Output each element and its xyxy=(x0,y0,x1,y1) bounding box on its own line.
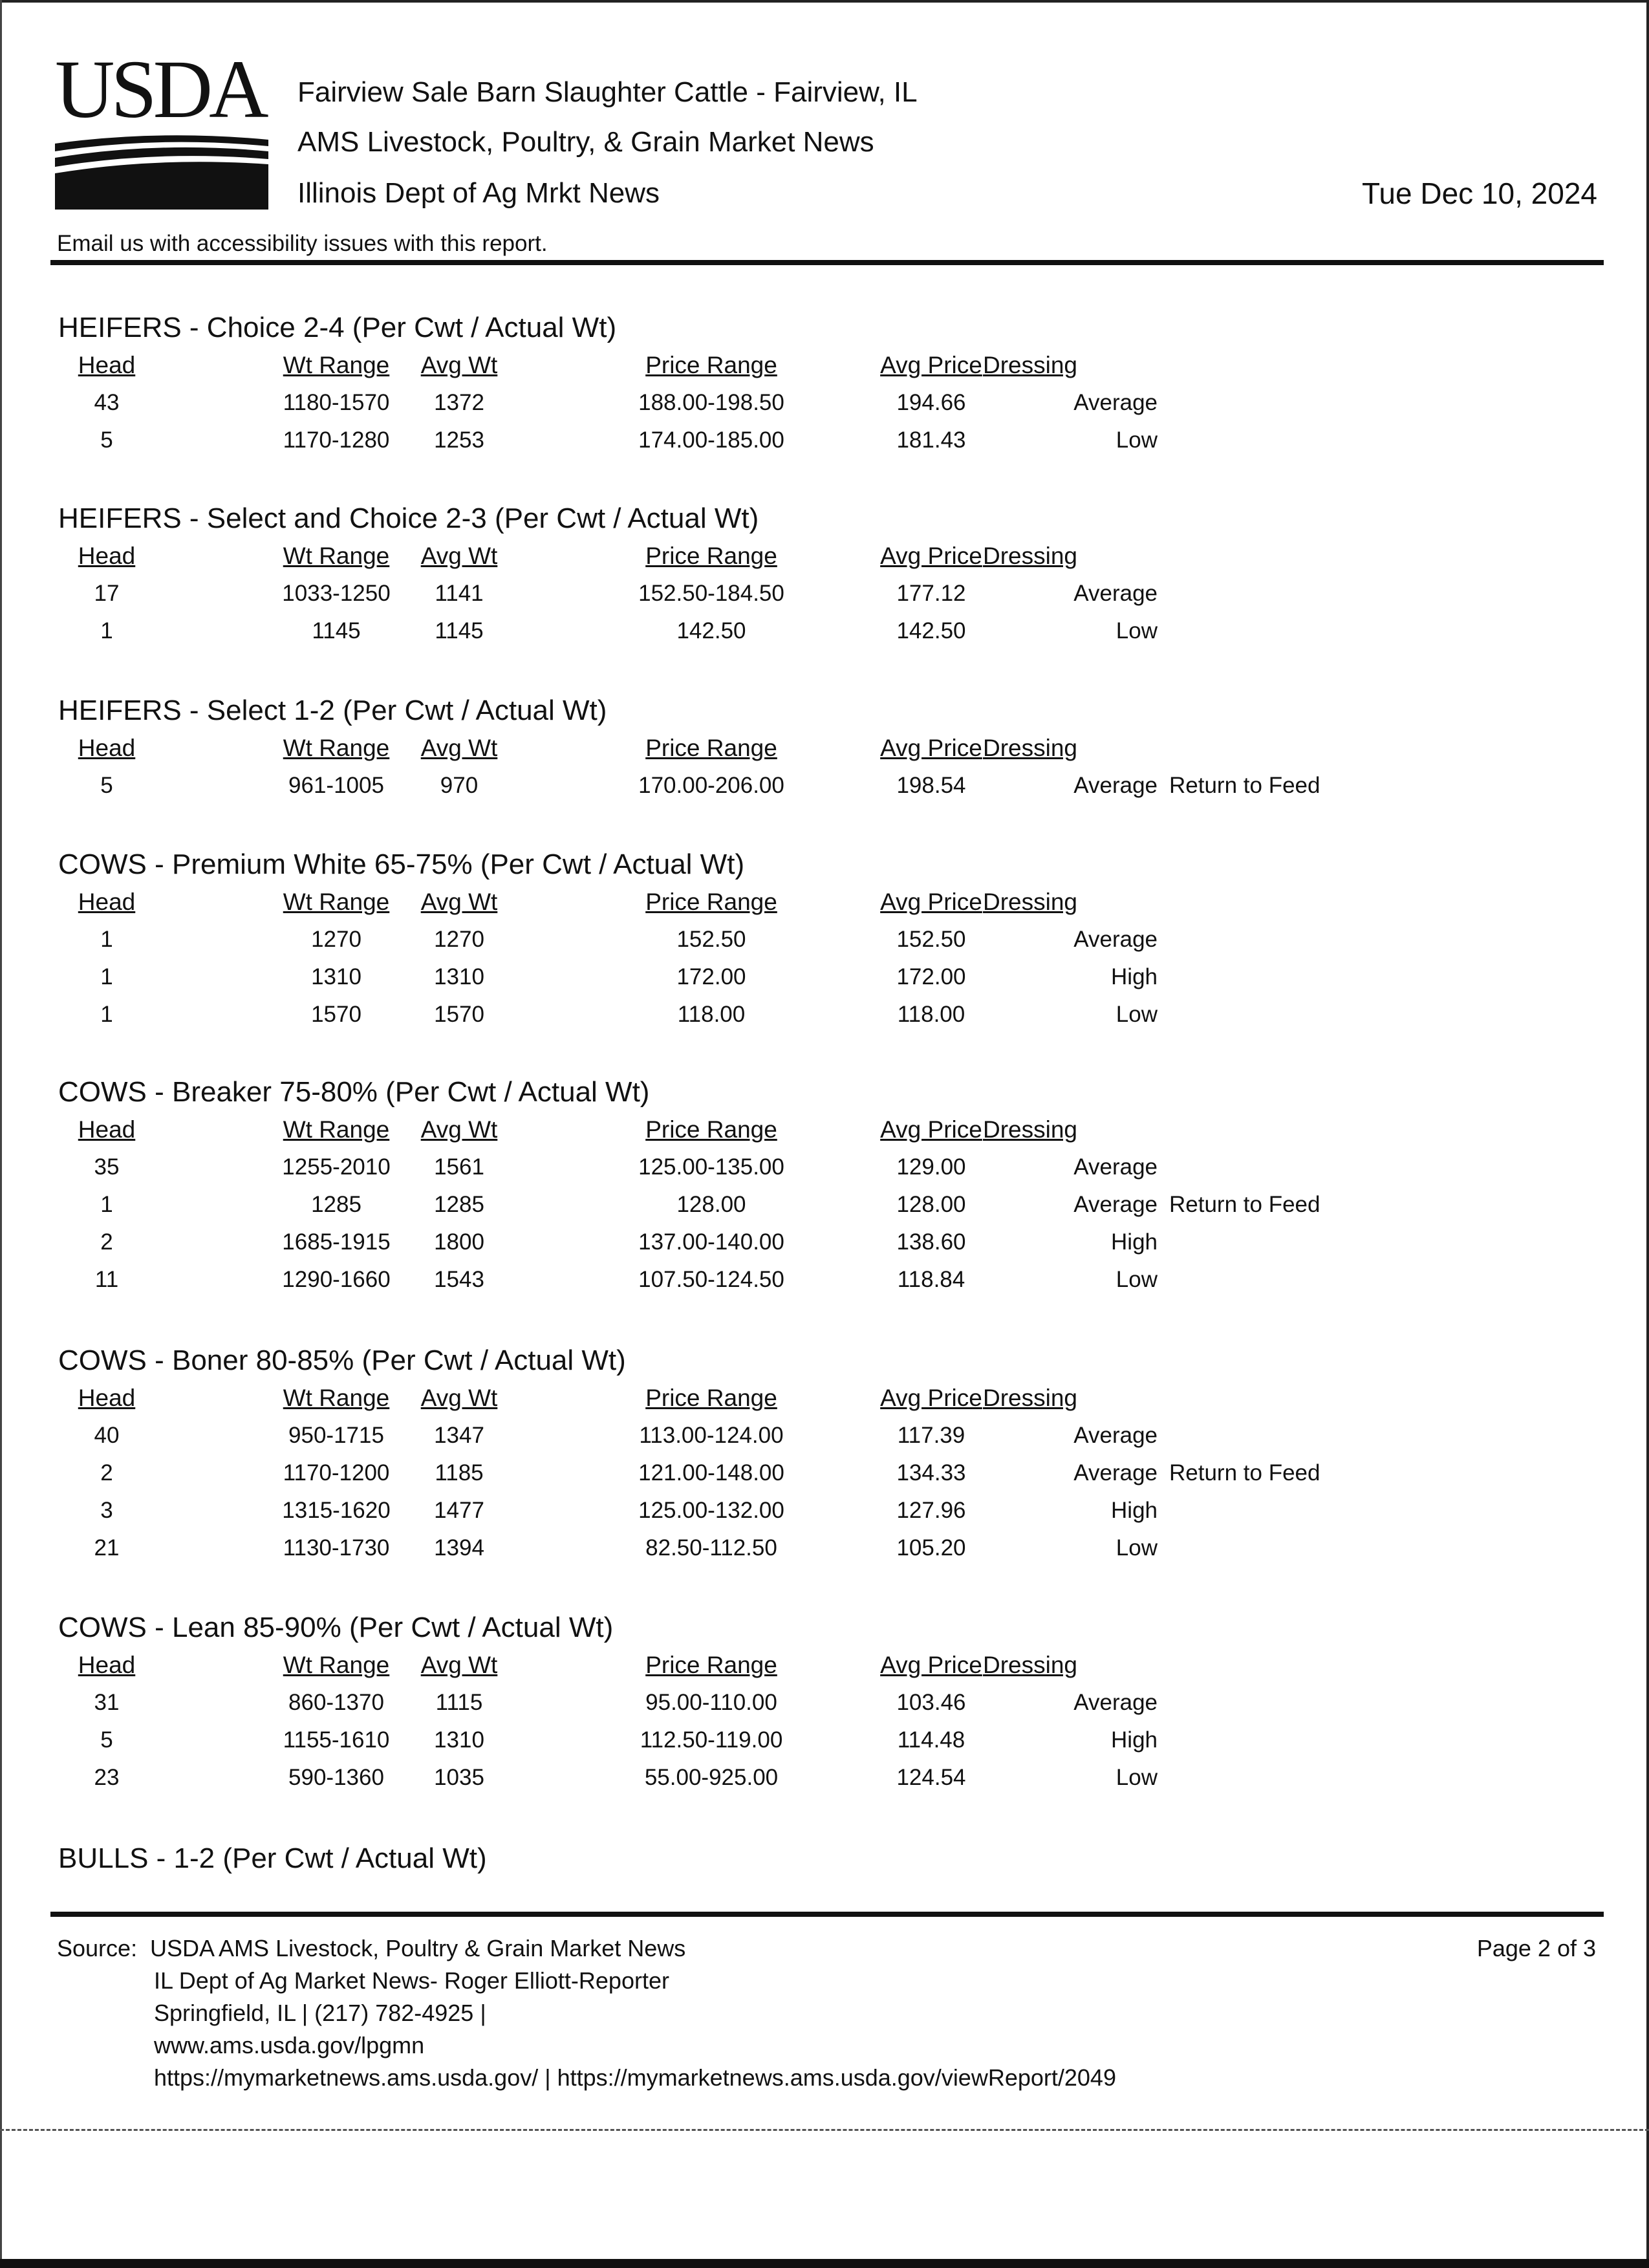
column-header-avg-price: Avg Price xyxy=(880,543,982,569)
column-header-row xyxy=(58,1111,1352,1149)
cell-note: Return to Feed xyxy=(1169,1460,1320,1485)
cell-wt-range: 860-1370 xyxy=(288,1690,384,1715)
cell-wt-range: 1685-1915 xyxy=(282,1229,391,1255)
table-row xyxy=(58,1454,1352,1492)
cell-avg-price: 117.39 xyxy=(897,1423,965,1448)
section-title: COWS - Breaker 75-80% (Per Cwt / Actual Wt) xyxy=(58,1076,650,1108)
column-header-head: Head xyxy=(78,1652,136,1678)
cell-avg-wt: 1141 xyxy=(435,581,484,606)
table-row xyxy=(58,384,1352,422)
cell-wt-range: 950-1715 xyxy=(288,1423,384,1448)
cell-wt-range: 1130-1730 xyxy=(283,1535,390,1561)
cell-wt-range: 1255-2010 xyxy=(282,1154,391,1180)
cell-price-range: 142.50 xyxy=(676,618,746,643)
table-row xyxy=(58,958,1352,996)
cell-price-range: 174.00-185.00 xyxy=(638,427,784,453)
source-label: Source: xyxy=(57,1935,138,1961)
column-header-avg-wt: Avg Wt xyxy=(420,1652,498,1678)
column-header-head: Head xyxy=(78,352,136,378)
department-name: Illinois Dept of Ag Mrkt News xyxy=(297,177,660,209)
cell-price-range: 128.00 xyxy=(676,1192,746,1217)
table-row xyxy=(58,575,1352,612)
cell-head: 1 xyxy=(100,927,113,952)
column-header-price-range: Price Range xyxy=(645,1385,777,1411)
scan-edge-left xyxy=(0,0,2,2268)
section-title: COWS - Premium White 65-75% (Per Cwt / Actual Wt) xyxy=(58,848,745,880)
cell-avg-price: 181.43 xyxy=(896,427,966,453)
column-header-dressing: Dressing xyxy=(983,735,1077,761)
cell-head: 17 xyxy=(94,581,120,606)
footer-divider xyxy=(50,1912,1604,1917)
cell-wt-range: 1285 xyxy=(311,1192,361,1217)
cell-wt-range: 1315-1620 xyxy=(282,1498,391,1523)
column-header-avg-wt: Avg Wt xyxy=(420,1116,498,1143)
cell-wt-range: 1170-1280 xyxy=(283,427,390,453)
column-header-head: Head xyxy=(78,543,136,569)
cell-avg-price: 142.50 xyxy=(896,618,966,643)
column-header-head: Head xyxy=(78,1116,136,1143)
cell-dressing: Average xyxy=(1073,1690,1158,1715)
cell-dressing: Average xyxy=(1073,581,1158,606)
cell-avg-wt: 1185 xyxy=(435,1460,484,1485)
cell-wt-range: 1180-1570 xyxy=(283,390,390,415)
cell-avg-wt: 1035 xyxy=(434,1765,484,1790)
column-header-dressing: Dressing xyxy=(983,1652,1077,1678)
cell-avg-price: 134.33 xyxy=(896,1460,966,1485)
scan-edge-top xyxy=(0,0,1649,3)
cell-wt-range: 1570 xyxy=(311,1002,361,1027)
section-3 xyxy=(58,846,1352,1033)
cell-price-range: 152.50 xyxy=(676,927,746,952)
cell-avg-wt: 1310 xyxy=(434,1727,484,1753)
cell-head: 11 xyxy=(94,1267,119,1292)
table-row xyxy=(58,612,1352,650)
column-header-wt-range: Wt Range xyxy=(283,735,390,761)
scan-dashed-line xyxy=(0,2129,1649,2131)
table-row xyxy=(58,996,1352,1033)
cell-avg-price: 152.50 xyxy=(896,927,966,952)
accessibility-email-link[interactable]: Email us with accessibility issues with this report. xyxy=(57,231,548,256)
cell-price-range: 112.50-119.00 xyxy=(640,1727,783,1753)
column-header-avg-price: Avg Price xyxy=(880,735,982,761)
source-line-1: USDA AMS Livestock, Poultry & Grain Market News xyxy=(150,1935,686,1961)
cell-price-range: 95.00-110.00 xyxy=(645,1690,777,1715)
section-2 xyxy=(58,692,1352,805)
table-row xyxy=(58,1684,1352,1722)
column-header-price-range: Price Range xyxy=(645,889,777,915)
cell-avg-price: 103.46 xyxy=(896,1690,966,1715)
cell-wt-range: 1033-1250 xyxy=(282,581,391,606)
table-row xyxy=(58,1261,1352,1299)
column-header-dressing: Dressing xyxy=(983,352,1077,378)
cell-head: 21 xyxy=(94,1535,120,1561)
column-header-avg-price: Avg Price xyxy=(880,889,982,915)
column-header-head: Head xyxy=(78,1385,136,1411)
column-header-dressing: Dressing xyxy=(983,543,1077,569)
cell-head: 31 xyxy=(94,1690,120,1715)
section-5 xyxy=(58,1342,1352,1567)
column-header-avg-wt: Avg Wt xyxy=(420,543,498,569)
column-header-row xyxy=(58,883,1352,921)
cell-price-range: 152.50-184.50 xyxy=(638,581,784,606)
cell-head: 5 xyxy=(100,1727,113,1753)
cell-avg-wt: 1253 xyxy=(434,427,484,453)
cell-dressing: Low xyxy=(1116,618,1158,643)
cell-avg-price: 105.20 xyxy=(896,1535,966,1561)
cell-wt-range: 961-1005 xyxy=(288,773,384,798)
table-row xyxy=(58,1186,1352,1224)
table-row xyxy=(58,1417,1352,1454)
usda-logo-swoosh-icon xyxy=(55,132,268,210)
column-header-avg-price: Avg Price xyxy=(880,1116,982,1143)
column-header-dressing: Dressing xyxy=(983,1116,1077,1143)
cell-note: Return to Feed xyxy=(1169,773,1320,798)
column-header-wt-range: Wt Range xyxy=(283,1652,390,1678)
cell-dressing: High xyxy=(1111,1727,1158,1753)
cell-price-range: 125.00-132.00 xyxy=(638,1498,784,1523)
column-header-wt-range: Wt Range xyxy=(283,889,390,915)
column-header-head: Head xyxy=(78,735,136,761)
cell-price-range: 170.00-206.00 xyxy=(638,773,784,798)
cell-dressing: Average xyxy=(1073,773,1158,798)
column-header-avg-wt: Avg Wt xyxy=(420,1385,498,1411)
cell-avg-wt: 1394 xyxy=(434,1535,484,1561)
cell-head: 5 xyxy=(100,427,113,453)
column-header-price-range: Price Range xyxy=(645,352,777,378)
source-line-5-links[interactable]: https://mymarketnews.ams.usda.gov/ | https://mymarketnews.ams.usda.gov/viewReport/2049 xyxy=(154,2064,1116,2091)
section-6 xyxy=(58,1609,1352,1797)
table-row xyxy=(58,1529,1352,1567)
cell-price-range: 172.00 xyxy=(676,964,746,989)
cell-price-range: 82.50-112.50 xyxy=(645,1535,777,1561)
table-row xyxy=(58,1149,1352,1186)
cell-avg-wt: 1372 xyxy=(434,390,484,415)
cell-avg-price: 198.54 xyxy=(896,773,966,798)
cell-dressing: Average xyxy=(1073,1154,1158,1180)
column-header-wt-range: Wt Range xyxy=(283,543,390,569)
cell-head: 1 xyxy=(100,618,113,643)
page-number: Page 2 of 3 xyxy=(1476,1935,1596,1961)
section-title: HEIFERS - Select and Choice 2-3 (Per Cwt / Actual Wt) xyxy=(58,502,759,534)
cell-head: 3 xyxy=(100,1498,113,1523)
column-header-dressing: Dressing xyxy=(983,1385,1077,1411)
cell-dressing: Low xyxy=(1116,1535,1158,1561)
column-header-price-range: Price Range xyxy=(645,543,777,569)
cell-wt-range: 1145 xyxy=(312,618,361,643)
column-header-avg-price: Avg Price xyxy=(880,1385,982,1411)
cell-avg-wt: 1570 xyxy=(434,1002,484,1027)
column-header-wt-range: Wt Range xyxy=(283,1116,390,1143)
usda-logo xyxy=(55,43,268,211)
cell-avg-wt: 1270 xyxy=(434,927,484,952)
cell-avg-price: 172.00 xyxy=(896,964,966,989)
column-header-row xyxy=(58,347,1352,384)
cell-price-range: 113.00-124.00 xyxy=(639,1423,784,1448)
cell-avg-wt: 1561 xyxy=(434,1154,484,1180)
column-header-wt-range: Wt Range xyxy=(283,1385,390,1411)
column-header-head: Head xyxy=(78,889,136,915)
cell-price-range: 121.00-148.00 xyxy=(638,1460,784,1485)
column-header-price-range: Price Range xyxy=(645,735,777,761)
cell-dressing: Average xyxy=(1073,390,1158,415)
cell-avg-wt: 1543 xyxy=(434,1267,484,1292)
column-header-avg-wt: Avg Wt xyxy=(420,352,498,378)
table-row xyxy=(58,1759,1352,1797)
cell-avg-wt: 1477 xyxy=(434,1498,484,1523)
cell-head: 5 xyxy=(100,773,113,798)
column-header-row xyxy=(58,1379,1352,1417)
report-title: Fairview Sale Barn Slaughter Cattle - Fairview, IL xyxy=(297,76,918,108)
cell-avg-wt: 1347 xyxy=(434,1423,484,1448)
cell-dressing: Low xyxy=(1116,1267,1158,1292)
cell-avg-price: 124.54 xyxy=(896,1765,966,1790)
section-title: HEIFERS - Select 1-2 (Per Cwt / Actual Wt) xyxy=(58,695,607,726)
cell-price-range: 107.50-124.50 xyxy=(638,1267,784,1292)
table-row xyxy=(58,767,1352,805)
table-row xyxy=(58,921,1352,958)
cell-dressing: Average xyxy=(1073,1423,1158,1448)
cell-dressing: High xyxy=(1111,964,1158,989)
cell-dressing: Low xyxy=(1116,1765,1158,1790)
cell-price-range: 118.00 xyxy=(677,1002,746,1027)
column-header-avg-price: Avg Price xyxy=(880,1652,982,1678)
cell-head: 1 xyxy=(100,1192,113,1217)
section-4 xyxy=(58,1074,1352,1299)
cell-avg-wt: 970 xyxy=(440,773,479,798)
cell-avg-price: 194.66 xyxy=(896,390,966,415)
cell-wt-range: 1290-1660 xyxy=(282,1267,391,1292)
section-title: COWS - Lean 85-90% (Per Cwt / Actual Wt) xyxy=(58,1612,614,1643)
column-header-avg-wt: Avg Wt xyxy=(420,889,498,915)
section-title: COWS - Boner 80-85% (Per Cwt / Actual Wt) xyxy=(58,1345,626,1376)
cell-head: 1 xyxy=(100,964,113,989)
source-line-2: IL Dept of Ag Market News- Roger Elliott-Reporter xyxy=(154,1967,669,1994)
table-row xyxy=(58,1722,1352,1759)
cell-dressing: Average xyxy=(1073,1460,1158,1485)
cell-avg-price: 138.60 xyxy=(896,1229,966,1255)
table-row xyxy=(58,422,1352,459)
cell-head: 2 xyxy=(100,1460,113,1485)
cell-wt-range: 1310 xyxy=(311,964,361,989)
cell-head: 23 xyxy=(94,1765,120,1790)
cell-avg-wt: 1285 xyxy=(434,1192,484,1217)
cell-avg-price: 118.84 xyxy=(897,1267,965,1292)
section-title: BULLS - 1-2 (Per Cwt / Actual Wt) xyxy=(58,1842,487,1874)
section-1 xyxy=(58,500,1352,650)
cell-avg-price: 127.96 xyxy=(896,1498,966,1523)
section-7 xyxy=(58,1840,1352,1877)
source-line-4-link[interactable]: www.ams.usda.gov/lpgmn xyxy=(154,2032,425,2058)
cell-avg-price: 128.00 xyxy=(896,1192,966,1217)
cell-price-range: 125.00-135.00 xyxy=(638,1154,784,1180)
cell-dressing: Low xyxy=(1116,427,1158,453)
cell-avg-wt: 1310 xyxy=(434,964,484,989)
cell-dressing: Low xyxy=(1116,1002,1158,1027)
usda-logo-text: USDA xyxy=(55,43,265,135)
column-header-price-range: Price Range xyxy=(645,1652,777,1678)
section-title: HEIFERS - Choice 2-4 (Per Cwt / Actual Wt) xyxy=(58,312,617,343)
cell-note: Return to Feed xyxy=(1169,1192,1320,1217)
cell-avg-price: 129.00 xyxy=(896,1154,966,1180)
cell-wt-range: 590-1360 xyxy=(288,1765,384,1790)
cell-avg-wt: 1800 xyxy=(434,1229,484,1255)
cell-dressing: Average xyxy=(1073,1192,1158,1217)
cell-avg-price: 118.00 xyxy=(897,1002,965,1027)
agency-name: AMS Livestock, Poultry, & Grain Market News xyxy=(297,126,874,158)
cell-wt-range: 1155-1610 xyxy=(283,1727,390,1753)
column-header-row xyxy=(58,1647,1352,1684)
scan-edge-bottom xyxy=(0,2259,1649,2268)
cell-head: 1 xyxy=(100,1002,113,1027)
cell-wt-range: 1170-1200 xyxy=(283,1460,390,1485)
cell-head: 2 xyxy=(100,1229,113,1255)
column-header-price-range: Price Range xyxy=(645,1116,777,1143)
table-row xyxy=(58,1224,1352,1261)
cell-avg-wt: 1145 xyxy=(435,618,484,643)
cell-avg-wt: 1115 xyxy=(435,1690,483,1715)
cell-avg-price: 114.48 xyxy=(897,1727,965,1753)
column-header-row xyxy=(58,729,1352,767)
cell-head: 40 xyxy=(94,1423,120,1448)
column-header-wt-range: Wt Range xyxy=(283,352,390,378)
cell-price-range: 55.00-925.00 xyxy=(644,1765,779,1790)
column-header-row xyxy=(58,537,1352,575)
section-0 xyxy=(58,309,1352,459)
cell-wt-range: 1270 xyxy=(311,927,361,952)
report-date: Tue Dec 10, 2024 xyxy=(1362,177,1597,210)
table-row xyxy=(58,1492,1352,1529)
cell-price-range: 188.00-198.50 xyxy=(638,390,784,415)
cell-dressing: High xyxy=(1111,1498,1158,1523)
cell-head: 43 xyxy=(94,390,120,415)
source-line-3: Springfield, IL | (217) 782-4925 | xyxy=(154,2000,486,2026)
header-divider xyxy=(50,260,1604,265)
cell-head: 35 xyxy=(94,1154,120,1180)
column-header-avg-wt: Avg Wt xyxy=(420,735,498,761)
column-header-avg-price: Avg Price xyxy=(880,352,982,378)
cell-dressing: Average xyxy=(1073,927,1158,952)
column-header-dressing: Dressing xyxy=(983,889,1077,915)
cell-price-range: 137.00-140.00 xyxy=(638,1229,784,1255)
cell-dressing: High xyxy=(1111,1229,1158,1255)
scan-edge-right xyxy=(1646,0,1649,2268)
cell-avg-price: 177.12 xyxy=(896,581,966,606)
